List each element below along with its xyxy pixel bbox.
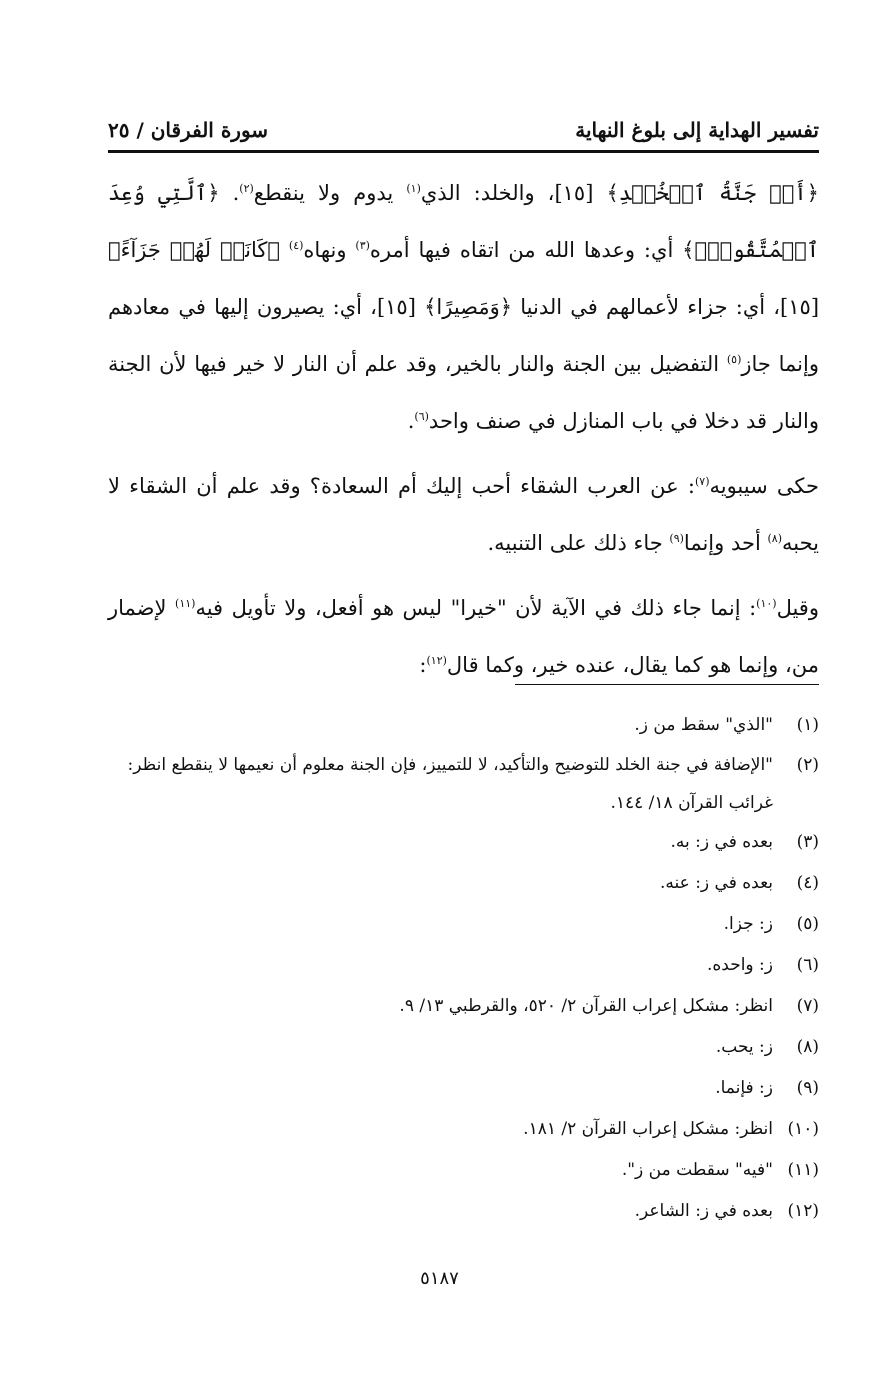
footnote-text: ز: يحب.	[715, 1037, 773, 1057]
text-run: أحد وإنما	[683, 531, 768, 555]
footnote	[108, 746, 819, 822]
text-run: [١٥]، أي: جزاء لأعمالهم في الدنيا	[512, 295, 820, 319]
footnote-number: (٢)	[796, 755, 819, 775]
footnote	[108, 904, 819, 945]
footnote-number: (٤)	[796, 873, 819, 893]
text-run: حكى سيبويه	[709, 474, 819, 498]
footnote-ref[interactable]: (١٢)	[426, 654, 447, 667]
page-number: ٥١٨٧	[420, 1268, 459, 1289]
footnote-number: (٥)	[796, 914, 819, 934]
surah-reference: سورة الفرقان / ٢٥	[108, 118, 269, 142]
quran-quote: ﴿أَمۡ جَنَّةُ ٱلۡخُلۡدِ﴾	[606, 181, 819, 205]
footnote-ref[interactable]: (٢)	[239, 182, 254, 195]
book-title: تفسير الهداية إلى بلوغ النهاية	[575, 118, 819, 142]
footnote	[108, 822, 819, 863]
footnote	[108, 1191, 819, 1232]
footnote	[108, 1027, 819, 1068]
paragraph-3	[108, 580, 819, 694]
paragraph-1	[108, 165, 819, 450]
footnote	[108, 1109, 819, 1150]
footnote-text: ز: جزا.	[723, 914, 773, 934]
footnote-ref[interactable]: (٨)	[767, 532, 782, 545]
footnote-ref[interactable]: (٧)	[694, 475, 710, 488]
text-run: :	[419, 653, 427, 677]
footnote-text: "الذي" سقط من ز.	[634, 715, 773, 735]
text-run: : عن العرب الشقاء أحب إليك أم السعادة؟ وقد علم أن الشقاء لا يحبه	[108, 474, 819, 555]
footnote-number: (٣)	[796, 832, 819, 852]
footnote-number: (٨)	[796, 1037, 819, 1057]
footnote-text: بعده في ز: الشاعر.	[634, 1201, 773, 1221]
footnote-text: بعده في ز: به.	[670, 832, 773, 852]
text-run: وقيل	[776, 596, 819, 620]
footnote-text: بعده في ز: عنه.	[660, 873, 773, 893]
footnote-number: (١١)	[787, 1160, 819, 1180]
footnote	[108, 863, 819, 904]
footnote-ref[interactable]: (٩)	[669, 532, 684, 545]
footnote-number: (٧)	[796, 996, 819, 1016]
text-run: .	[407, 409, 415, 433]
text-run: [١٥]، والخلد: الذي	[420, 181, 607, 205]
footnote-text: ز: فإنما.	[715, 1078, 773, 1098]
quran-quote: ﴿ٱلَّتِي وُعِدَ ٱلۡمُتَّقُونَۚ﴾	[108, 181, 820, 262]
main-text	[108, 165, 819, 694]
footnote-text: انظر: مشكل إعراب القرآن ٢/ ٥٢٠، والقرطبي ١٣/ ٩.	[399, 996, 773, 1016]
text-run: ونهاه	[303, 238, 356, 262]
paragraph-2	[108, 458, 819, 572]
quran-quote: ﴿وَمَصِيرًا﴾	[424, 295, 513, 319]
text-run	[280, 238, 289, 262]
footnote-number: (٩)	[796, 1078, 819, 1098]
footnote-ref[interactable]: (٤)	[288, 239, 304, 252]
footnote-text: انظر: مشكل إعراب القرآن ٢/ ١٨١.	[523, 1119, 773, 1139]
running-header	[108, 102, 819, 142]
footnote-number: (١٢)	[787, 1201, 819, 1221]
text-run: .	[219, 181, 240, 205]
footnote-ref[interactable]: (٥)	[726, 353, 742, 366]
quran-quote: ﴿كَانَتۡ لَهُمۡ جَزَآءً﴾	[108, 238, 280, 262]
footnote-ref[interactable]: (٣)	[355, 239, 370, 252]
footnote-ref[interactable]: (١١)	[175, 597, 196, 610]
footnote	[108, 1150, 819, 1191]
text-run: : إنما جاء ذلك في الآية لأن "خيرا" ليس هو أفعل، ولا تأويل فيه	[195, 596, 757, 620]
footnote	[108, 705, 819, 746]
footnote-ref[interactable]: (٦)	[414, 410, 429, 423]
text-run: يدوم ولا ينقطع	[253, 181, 407, 205]
text-run: جاء ذلك على التنبيه.	[487, 531, 670, 555]
footnote-ref[interactable]: (١٠)	[756, 597, 777, 610]
footnote-separator	[515, 684, 819, 685]
footnote-text: ز: واحده.	[706, 955, 773, 975]
footnote	[108, 986, 819, 1027]
footnote	[108, 945, 819, 986]
footnote-number: (٦)	[796, 955, 819, 975]
footnote-ref[interactable]: (١)	[406, 182, 421, 195]
footnote-text: "الإضافة في جنة الخلد للتوضيح والتأكيد، لا للتمييز، فإن الجنة معلوم أن نعيمها لا ينقطع انظر: غرائب القرآن ١٨/ ١٤٤.	[127, 755, 773, 813]
text-run: [١٥]، أي: يصيرون إليها في معادهم وإنما جاز	[108, 295, 819, 376]
text-run: لإضمار من، وإنما هو كما يقال، عنده خير، وكما قال	[108, 596, 819, 677]
text-run: التفضيل بين الجنة والنار بالخير، وقد علم أن النار لا خير فيها لأن الجنة والنار قد دخلا في باب المنازل في صنف واحد	[108, 352, 819, 433]
header-rule	[108, 150, 819, 153]
footnote	[108, 1068, 819, 1109]
footnote-number: (١)	[796, 715, 819, 735]
text-run: أي: وعدها الله من اتقاه فيها أمره	[369, 238, 683, 262]
footnote-text: "فيه" سقطت من ز".	[621, 1160, 773, 1180]
footnote-number: (١٠)	[787, 1119, 819, 1139]
footnotes	[108, 705, 819, 1232]
